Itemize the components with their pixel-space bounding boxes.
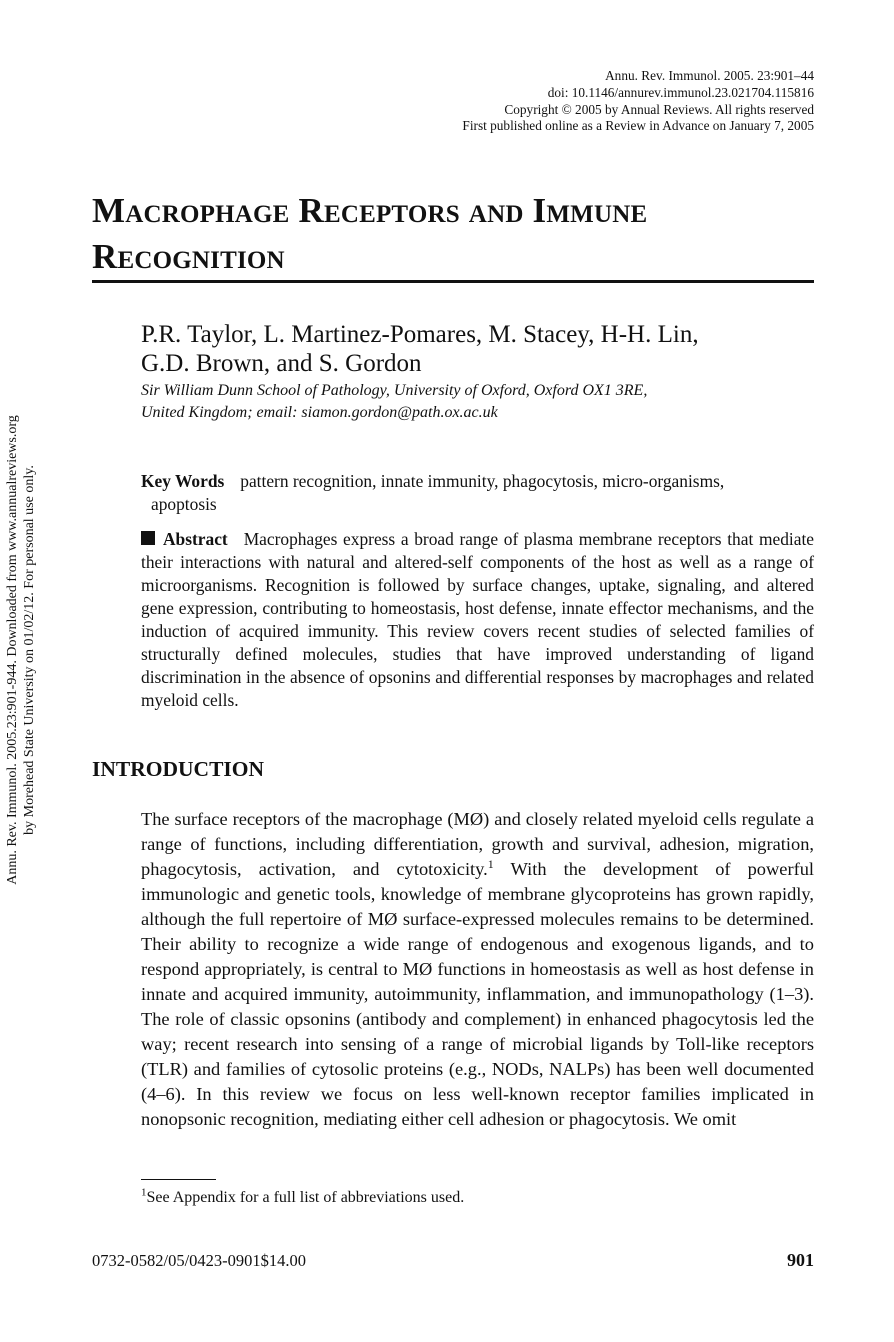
- affiliation-line-1: Sir William Dunn School of Pathology, University of Oxford, Oxford OX1 3RE,: [141, 382, 648, 399]
- authors-line-1: P.R. Taylor, L. Martinez-Pomares, M. Stacey, H-H. Lin,: [141, 321, 699, 348]
- footnote-rule: [141, 1179, 216, 1180]
- authors-line-2: G.D. Brown, and S. Gordon: [141, 350, 422, 377]
- journal-citation-header: [462, 68, 814, 135]
- abstract-text: Macrophages express a broad range of plasma membrane receptors that mediate their interactions with natural and altered-self components of the host as well as a range of microorganisms. Recognition is followed by surface changes, uptake, signaling, and altered gene expression, contributing to homeostasis, host defense, innate effector mechanisms, and the induction of acquired immunity. This review covers recent studies of selected families of structurally defined molecules, studies that have improved understanding of ligand discrimination in the absence of opsonins and differential responses by macrophages and related myeloid cells.: [141, 529, 814, 710]
- introduction-text-part-2: With the development of powerful immunologic and genetic tools, knowledge of membrane glycoproteins has grown rapidly, although the full repertoire of MØ surface-expressed molecules remains to be determined. Their ability to recognize a wide range of endogenous and exogenous ligands, and to respond appropriately, is central to MØ functions in homeostasis as well as host defense in innate and acquired immunity, autoimmunity, inflammation, and immunopathology (1–3). The role of classic opsonins (antibody and complement) in enhanced phagocytosis led the way; recent research into sensing of a range of microbial ligands by Toll-like receptors (TLR) and families of cytosolic proteins (e.g., NODs, NALPs) has been well documented (4–6). In this review we focus on less well-known receptor families implicated in nonopsonic recognition, mediating either cell adhesion or phagocytosis. We omit: [141, 859, 814, 1129]
- copyright-line: Copyright © 2005 by Annual Reviews. All rights reserved: [504, 101, 814, 117]
- abstract-label: Abstract: [163, 529, 228, 549]
- square-bullet-icon: [141, 531, 155, 545]
- keywords-text: pattern recognition, innate immunity, phagocytosis, micro-organisms,: [240, 471, 725, 491]
- citation-line: Annu. Rev. Immunol. 2005. 23:901–44: [605, 68, 814, 83]
- doi-line: doi: 10.1146/annurev.immunol.23.021704.115816: [547, 84, 814, 100]
- footnote-text: See Appendix for a full list of abbreviations used.: [146, 1189, 465, 1206]
- title-line-2: Recognition: [92, 237, 285, 276]
- footnote: [141, 1187, 464, 1209]
- publication-date-line: First published online as a Review in Advance on January 7, 2005: [462, 118, 814, 134]
- keywords-block: [141, 470, 814, 516]
- title-line-1: Macrophage Receptors and Immune: [92, 191, 648, 230]
- author-affiliation: [141, 380, 814, 424]
- keywords-label: Key Words: [141, 471, 225, 491]
- author-list: [141, 320, 814, 378]
- watermark-line-2: by Morehead State University on 01/02/12. For personal use only.: [22, 465, 37, 835]
- footnote-reference[interactable]: 1: [487, 856, 494, 871]
- introduction-text-part-1: The surface receptors of the macrophage (MØ) and closely related myeloid cells regulate a range of functions, including differentiation, growth and survival, adhesion, migration, phagocytosis, activation, and cytotoxicity.: [141, 809, 814, 879]
- title-rule: [92, 280, 814, 283]
- watermark-line-1: Annu. Rev. Immunol. 2005.23:901-944. Downloaded from www.annualreviews.org: [5, 415, 20, 885]
- page-number: 901: [787, 1250, 814, 1270]
- article-title: [92, 188, 814, 280]
- keywords-text-continued: apoptosis: [151, 494, 217, 514]
- affiliation-line-2: United Kingdom; email: siamon.gordon@path.ox.ac.uk: [141, 404, 498, 421]
- section-heading-introduction: INTRODUCTION: [92, 757, 265, 781]
- footnote-marker: 1: [141, 1186, 147, 1199]
- introduction-paragraph: [141, 807, 814, 1132]
- abstract-block: [141, 528, 814, 712]
- issn-price-code: 0732-0582/05/0423-0901$14.00: [92, 1251, 307, 1270]
- download-watermark: [4, 350, 38, 950]
